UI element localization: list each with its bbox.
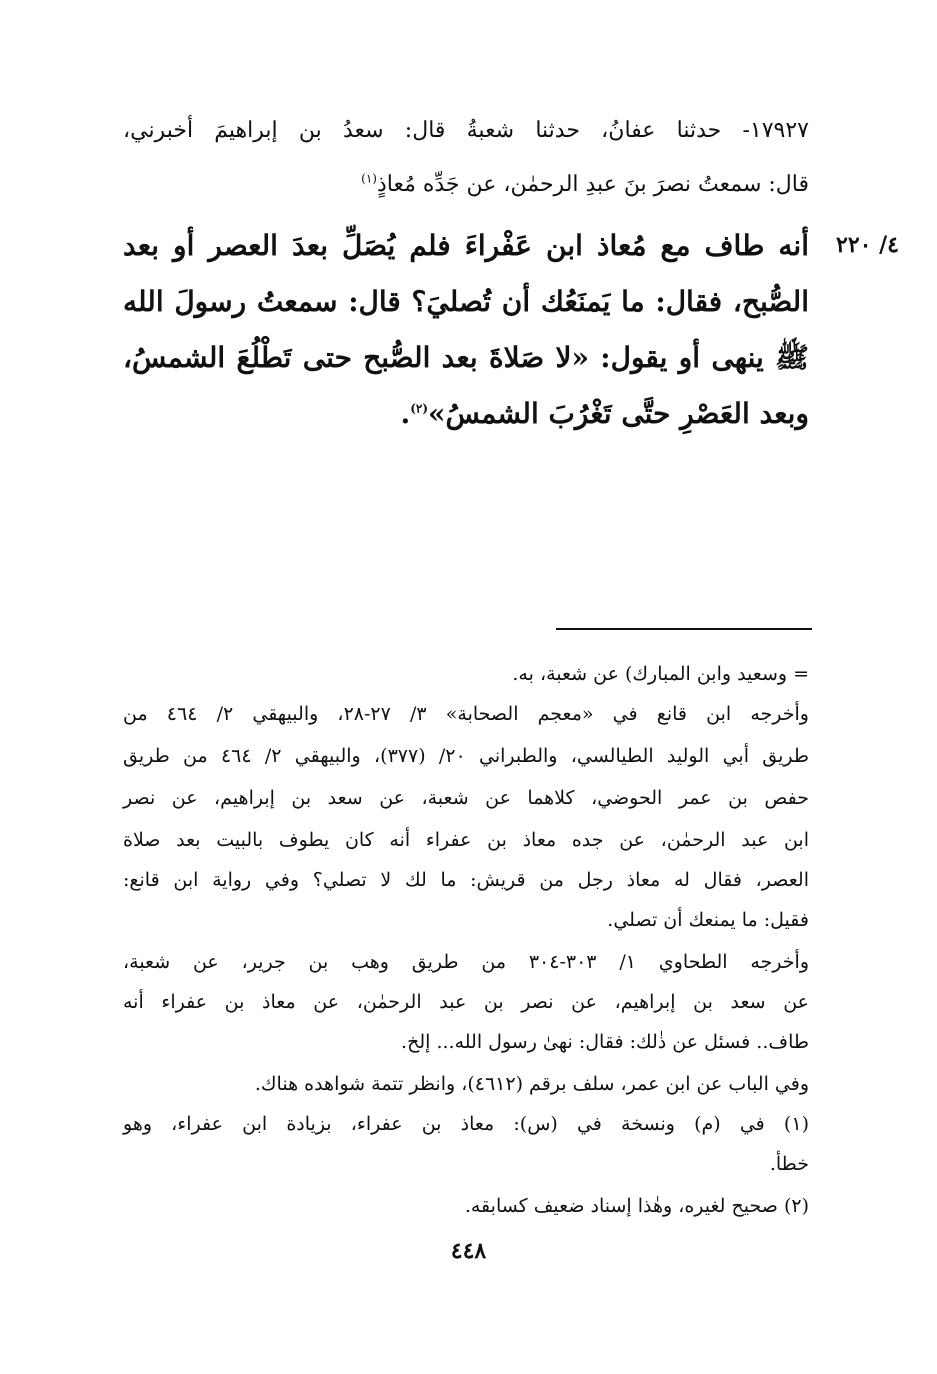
- footnote-line-5: ابن عبد الرحمٰن، عن جده معاذ بن عفراء أنه كان يطوف بالبيت بعد صلاة: [123, 829, 809, 851]
- isnad-line-2-text: قال: سمعتُ نصرَ بنَ عبدِ الرحمٰن، عن جَدِّه مُعاذٍ: [376, 172, 809, 197]
- isnad-line-1: ١٧٩٢٧- حدثنا عفانُ، حدثنا شعبةُ قال: سعدُ بن إبراهيمَ أخبرني،: [123, 118, 809, 143]
- matn-line-4: وبعد العَصْرِ حتَّى تَغْرُبَ الشمسُ»$^{(٢)}$.: [400, 397, 809, 430]
- matn-line-4-text: وبعد العَصْرِ حتَّى تَغْرُبَ الشمسُ»: [428, 397, 809, 430]
- footnote-line-12: (١) في (م) ونسخة في (س): معاذ بن عفراء، بزيادة ابن عفراء، وهو: [123, 1113, 809, 1135]
- footnote-line-13: خطأ.: [769, 1153, 809, 1175]
- footnote-ref-2: (٢): [410, 401, 429, 416]
- footnote-line-4: حفص بن عمر الحوضي، كلاهما عن شعبة، عن سعد بن إبراهيم، عن نصر: [123, 787, 809, 809]
- footnote-ref-1: (١): [361, 171, 377, 186]
- volume-page-reference: ٤/ ٢٢٠: [836, 232, 899, 258]
- footnote-line-8: وأخرجه الطحاوي ١/ ٣٠٣-٣٠٤ من طريق وهب بن جرير، عن شعبة،: [123, 951, 809, 973]
- footnote-line-3: طريق أبي الوليد الطيالسي، والطبراني ٢٠/ (٣٧٧)، والبيهقي ٢/ ٤٦٤ من طريق: [123, 745, 810, 767]
- page-number: ٤٤٨: [450, 1238, 487, 1264]
- footnote-line-14: (٢) صحيح لغيره، وهٰذا إسناد ضعيف كسابقه.: [464, 1195, 809, 1217]
- footnote-line-6: العصر، فقال له معاذ رجل من قريش: ما لك لا تصلي؟ وفي رواية ابن قانع:: [123, 869, 809, 891]
- matn-line-1: أنه طاف مع مُعاذ ابن عَفْراءَ فلم يُصَلِّ بعدَ العصر أو بعد: [123, 229, 809, 262]
- footnote-line-7: فقيل: ما يمنعك أن تصلي.: [607, 909, 809, 931]
- footnote-line-11: وفي الباب عن ابن عمر، سلف برقم (٤٦١٢)، وانظر تتمة شواهده هناك.: [254, 1073, 809, 1095]
- matn-line-3: ﷺ ينهى أو يقول: «لا صَلاةَ بعد الصُّبح حتى تَطْلُعَ الشمسُ،: [123, 341, 809, 374]
- footnote-line-1: = وسعيد وابن المبارك) عن شعبة، به.: [512, 663, 809, 685]
- footnote-line-9: عن سعد بن إبراهيم، عن نصر بن عبد الرحمٰن، عن معاذ بن عفراء أنه: [123, 991, 809, 1013]
- matn-line-2: الصُّبح، فقال: ما يَمنَعُك أن تُصليَ؟ قال: سمعتُ رسولَ الله: [123, 285, 809, 318]
- footnote-line-10: طاف.. فسئل عن ذٰلك: فقال: نهىٰ رسول الله... إلخ.: [401, 1031, 809, 1053]
- isnad-line-2: [123, 170, 809, 200]
- footnote-line-2: وأخرجه ابن قانع في «معجم الصحابة» ٣/ ٢٧-٢٨، والبيهقي ٢/ ٤٦٤ من: [123, 703, 809, 725]
- footnote-separator: [556, 628, 812, 630]
